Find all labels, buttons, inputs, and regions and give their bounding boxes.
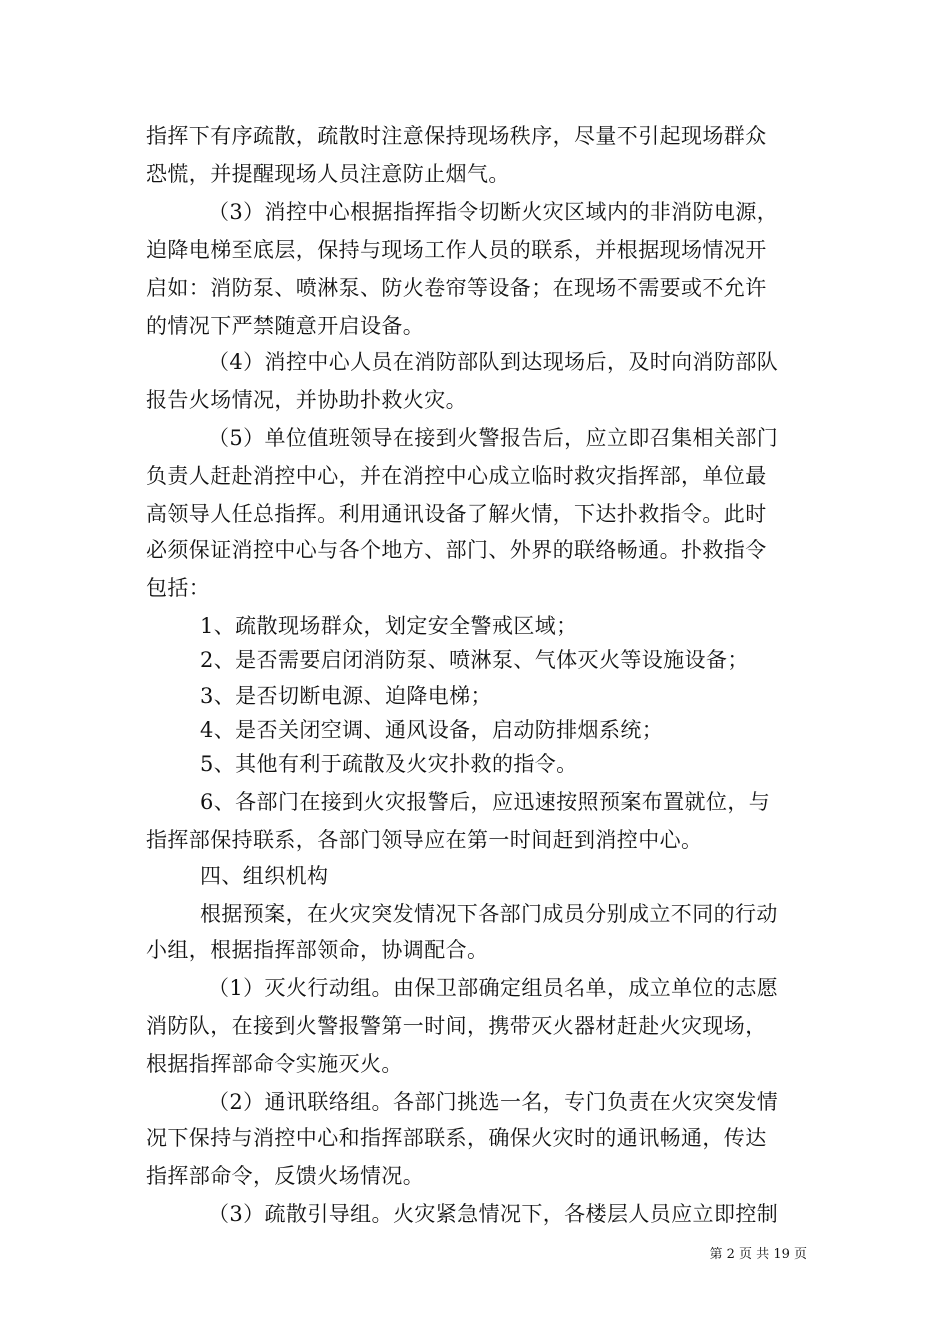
body-line: 小组，根据指挥部领命，协调配合。 — [146, 938, 489, 962]
page-number: 第 2 页 共 19 页 — [709, 1247, 807, 1262]
body-line: 根据预案，在火灾突发情况下各部门成员分别成立不同的行动 — [200, 902, 778, 926]
body-line: 恐慌，并提醒现场人员注意防止烟气。 — [146, 162, 510, 186]
body-line: 的情况下严禁随意开启设备。 — [146, 314, 425, 338]
body-line: 消防队，在接到火警报警第一时间，携带灭火器材赶赴火灾现场， — [146, 1014, 767, 1038]
body-line: （1）灭火行动组。由保卫部确定组员名单，成立单位的志愿 — [208, 976, 779, 1000]
section-heading: 四、组织机构 — [200, 864, 329, 888]
body-line: 启如：消防泵、喷淋泵、防火卷帘等设备；在现场不需要或不允许 — [146, 276, 767, 300]
body-line: （2）通讯联络组。各部门挑选一名，专门负责在火灾突发情 — [208, 1090, 779, 1114]
body-line: （3）消控中心根据指挥指令切断火灾区域内的非消防电源， — [208, 200, 779, 224]
body-line: 指挥下有序疏散，疏散时注意保持现场秩序，尽量不引起现场群众 — [146, 124, 767, 148]
body-line: 迫降电梯至底层，保持与现场工作人员的联系，并根据现场情况开 — [146, 238, 767, 262]
body-line: （3）疏散引导组。火灾紧急情况下，各楼层人员应立即控制 — [208, 1202, 779, 1226]
list-item: 1、疏散现场群众，划定安全警戒区域； — [200, 614, 578, 638]
list-item: 2、是否需要启闭消防泵、喷淋泵、气体灭火等设施设备； — [200, 648, 749, 672]
body-line: 根据指挥部命令实施灭火。 — [146, 1052, 403, 1076]
body-line: 指挥部保持联系，各部门领导应在第一时间赶到消控中心。 — [146, 828, 703, 852]
body-line: 高领导人任总指挥。利用通讯设备了解火情，下达扑救指令。此时 — [146, 502, 767, 526]
list-item: 3、是否切断电源、迫降电梯； — [200, 684, 492, 708]
body-line: 况下保持与消控中心和指挥部联系，确保火灾时的通讯畅通，传达 — [146, 1126, 767, 1150]
body-line: 报告火场情况，并协助扑救火灾。 — [146, 388, 467, 412]
list-item: 6、各部门在接到火灾报警后，应迅速按照预案布置就位，与 — [200, 790, 771, 814]
list-item: 5、其他有利于疏散及火灾扑救的指令。 — [200, 752, 578, 776]
body-line: 指挥部命令，反馈火场情况。 — [146, 1164, 425, 1188]
list-item: 4、是否关闭空调、通风设备，启动防排烟系统； — [200, 718, 664, 742]
body-line: （4）消控中心人员在消防部队到达现场后，及时向消防部队 — [208, 350, 779, 374]
body-line: 必须保证消控中心与各个地方、部门、外界的联络畅通。扑救指令 — [146, 538, 767, 562]
body-line: （5）单位值班领导在接到火警报告后，应立即召集相关部门 — [208, 426, 779, 450]
body-line: 负责人赶赴消控中心，并在消控中心成立临时救灾指挥部，单位最 — [146, 464, 767, 488]
body-line: 包括： — [146, 576, 211, 600]
